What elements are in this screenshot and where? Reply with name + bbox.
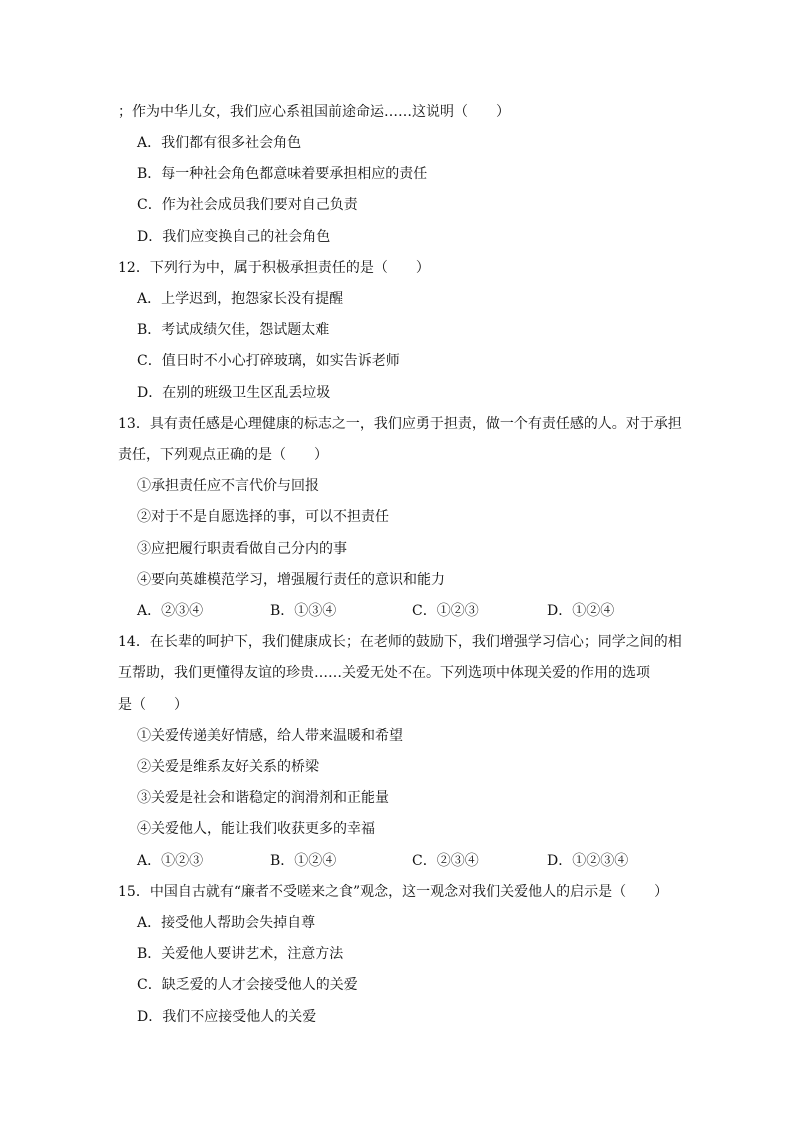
q15-option-a: A．接受他人帮助会失掉自尊 — [137, 915, 316, 931]
q14-statement-3: ③关爱是社会和谐稳定的润滑剂和正能量 — [137, 790, 389, 806]
q13-choice-b: B．①③④ — [270, 603, 337, 619]
q14-choice-c: C．②③④ — [412, 853, 479, 869]
q15-option-b: B．关爱他人要讲艺术，注意方法 — [137, 946, 344, 962]
q15-option-c: C．缺乏爱的人才会接受他人的关爱 — [137, 977, 358, 993]
q14-choice-a: A．①②③ — [137, 853, 204, 869]
q14-stem-line1: 14．在长辈的呵护下，我们健康成长；在老师的鼓励下，我们增强学习信心；同学之间的相 — [118, 634, 682, 650]
q15-stem: 15．中国自古就有“廉者不受嗟来之食”观念，这一观念对我们关爱他人的启示是（ ） — [118, 884, 669, 900]
q12-option-d: D．在别的班级卫生区乱丢垃圾 — [137, 385, 331, 401]
q14-statement-4: ④关爱他人，能让我们收获更多的幸福 — [137, 821, 375, 837]
q13-stem-line1: 13．具有责任感是心理健康的标志之一，我们应勇于担责，做一个有责任感的人。对于承担 — [118, 416, 682, 432]
q14-choice-b: B．①②④ — [270, 853, 337, 869]
q14-statement-1: ①关爱传递美好情感，给人带来温暖和希望 — [137, 728, 403, 744]
q11-option-b: B．每一种社会角色都意味着要承担相应的责任 — [137, 166, 428, 182]
q14-statement-2: ②关爱是维系友好关系的桥梁 — [137, 759, 319, 775]
q12-stem: 12．下列行为中，属于积极承担责任的是（ ） — [118, 260, 430, 276]
q13-choices — [137, 601, 677, 621]
q13-choice-d: D．①②④ — [547, 603, 615, 619]
q12-option-c: C．值日时不小心打碎玻璃，如实告诉老师 — [137, 353, 400, 369]
q14-choice-d: D．①②③④ — [547, 853, 629, 869]
q13-statement-3: ③应把履行职责看做自己分内的事 — [137, 541, 347, 557]
q13-statement-4: ④要向英雄模范学习，增强履行责任的意识和能力 — [137, 572, 445, 588]
q11-option-d: D．我们应变换自己的社会角色 — [137, 229, 331, 245]
q13-stem-line2: 责任，下列观点正确的是（ ） — [118, 447, 328, 463]
q12-option-a: A．上学迟到，抱怨家长没有提醒 — [137, 291, 344, 307]
q12-option-b: B．考试成绩欠佳，怨试题太难 — [137, 322, 330, 338]
q14-choices — [137, 851, 677, 871]
q11-stem-tail: ；作为中华儿女，我们应心系祖国前途命运……这说明（ ） — [118, 104, 510, 120]
q13-statement-2: ②对于不是自愿选择的事，可以不担责任 — [137, 509, 389, 525]
q11-option-a: A．我们都有很多社会角色 — [137, 135, 302, 151]
q13-statement-1: ①承担责任应不言代价与回报 — [137, 478, 319, 494]
q15-option-d: D．我们不应接受他人的关爱 — [137, 1009, 317, 1025]
q14-stem-line3: 是（ ） — [118, 697, 188, 713]
q13-choice-c: C．①②③ — [412, 603, 479, 619]
q13-choice-a: A．②③④ — [137, 603, 204, 619]
q11-option-c: C．作为社会成员我们要对自己负责 — [137, 197, 358, 213]
q14-stem-line2: 互帮助，我们更懂得友谊的珍贵……关爱无处不在。下列选项中体现关爱的作用的选项 — [118, 665, 650, 681]
